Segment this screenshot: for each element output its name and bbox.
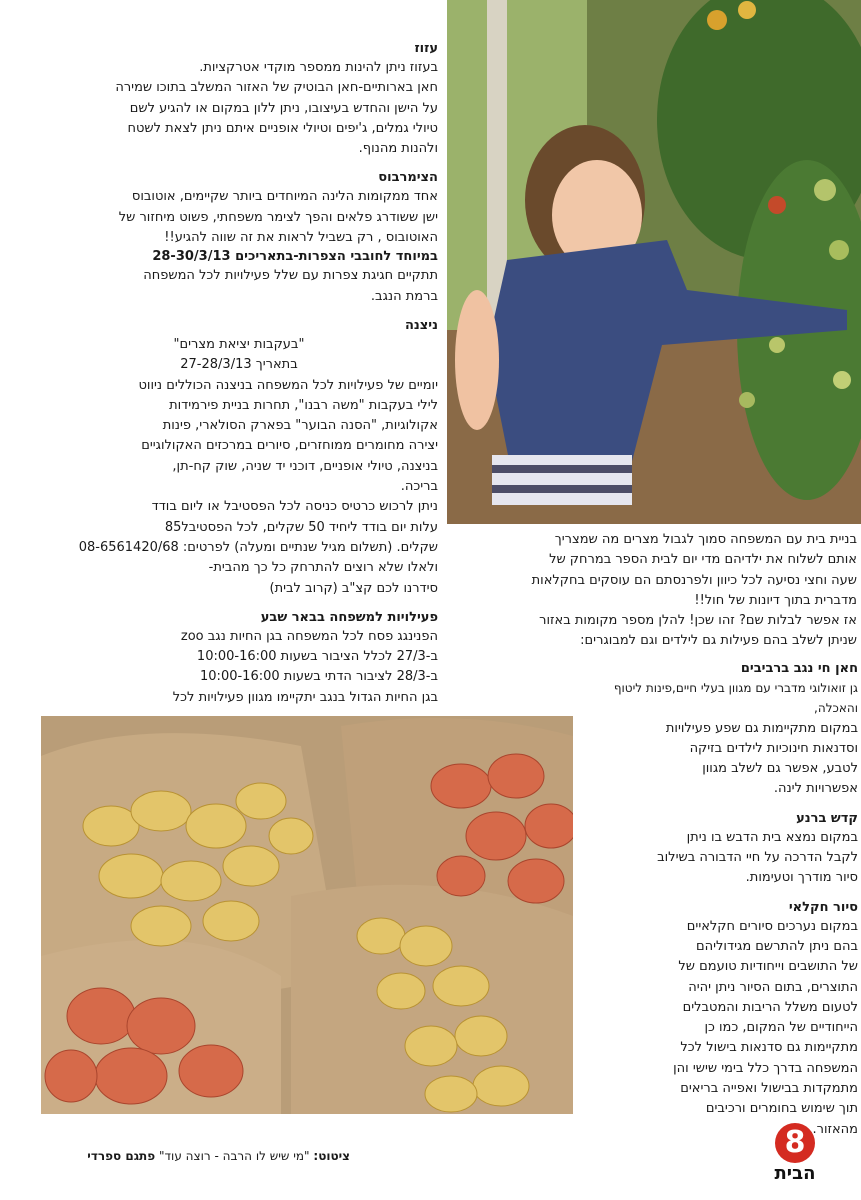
paragraph-line: של התושבים וייחודיות טועמם של (678, 959, 858, 975)
paragraph-line: אפשרויות לינה. (773, 781, 858, 797)
section-heading-beer-sheva: פעילויות למשפחה בבאר שבע (260, 609, 438, 625)
paragraph-line: במקום מתקיימות גם שפע פעילויות (665, 720, 858, 736)
paragraph-line: מדברית בתוך דיונות של חול!! (694, 592, 857, 608)
paragraph-line: ב-28/3 לציבור הדתי בשעות 10:00-16:00 (200, 669, 438, 685)
paragraph-line: תתקיים חגיגת צפרות עם שלל פעילויות לכל המשפחה (143, 268, 438, 284)
paragraph-line: ניתן לרכוש כרטיס כניסה לכל הפסטיבל או ליום בודד (151, 499, 438, 515)
quote-label: ציטוט: (313, 1149, 350, 1163)
event-date: בתאריך 27-28/3/13 (180, 357, 298, 373)
paragraph-line: האוטובוס , רק בשביל לראות את זה שווה להגיע!! (164, 230, 438, 246)
right-text-column (578, 660, 858, 1140)
paragraph-line: יצירה מחומרים ממוחזרים, סיורים במרכזים האקולוגיים (141, 438, 438, 454)
page-number: 8 (775, 1123, 815, 1163)
quote-source: פתגם ספרדי (87, 1149, 156, 1163)
paragraph-line: טיולי גמלים, ג'יפים וטיולי אופניים איתם ניתן לצאת לשטח (127, 120, 438, 136)
section-heading-birdwatching: במיוחד לחובבי הצפרות-בתאריכים 28-30/3/13 (152, 249, 438, 265)
section-heading-agri-tour: סיור חקלאי (788, 899, 858, 915)
paragraph-line: תוך שימוש בחומרים ורכיבים (705, 1101, 858, 1117)
paragraph-line: שעה וחצי נסיעה לכל כיוון ולפרנסתם הם עוסקים בחקלאות (531, 572, 857, 588)
potato-photo (41, 716, 573, 1114)
paragraph-line: אז אפשר לבלות שם? זהו שכן! להלן מספר מקומות באזור (539, 613, 857, 629)
section-heading-azuz: עזוז (414, 41, 438, 56)
paragraph-line: לטעום משלל הריבות והמטבלים (682, 999, 858, 1015)
child-photo (447, 0, 861, 524)
paragraph-line: אחד ממקומות הלינה המיוחדים ביותר שקיימים, אוטובוס (131, 189, 438, 205)
paragraph-line: סידרנו לכם קצ"ב (קרוב לבית) (269, 580, 438, 596)
section-heading-khan-hai-negev: חאן חי נגב ברביבים (740, 661, 858, 676)
paragraph-line: בגן החיות הגדול בנגב יתקיימו מגוון פעילויות לכל (172, 689, 438, 705)
paragraph-line: מהאזור. (812, 1121, 858, 1137)
paragraph-line: ברמת הנגב. (370, 288, 438, 304)
section-heading-kadesh-barnea: קדש ברנע (796, 810, 858, 826)
paragraph-line: מתמקדות בבישול ואפייה בריאים (680, 1081, 858, 1097)
paragraph-line: וסדנאות חינוכיות לילדים בזיקה (689, 740, 858, 756)
logo-text: הבית (774, 1163, 816, 1184)
paragraph-line: ולהנות מהנוף. (358, 141, 438, 157)
paragraph-line: על הישן והחדש בעיצובו, ניתן ללון במקום או להגיע לשם (129, 100, 438, 116)
paragraph-line: בניית בית עם המשפחה סמוך לגבול מצרים מה שמצריך (554, 532, 857, 547)
paragraph-line: סיור מודרך וטעימות. (745, 870, 858, 886)
paragraph-line: בעזוז ניתן להינות ממספר מוקדי אטרקציות. (199, 60, 438, 75)
section-heading-zimerbus: הצימרבוס (378, 170, 438, 186)
paragraph-line: בניצנה, טיולי אופניים, דוכני יד שניה, שוק קח-תן, (172, 458, 438, 474)
paragraph-line: בהם ניתן להתרשם מגידוליהם (696, 938, 858, 954)
paragraph-line: שקלים. (תשלום מגיל שנתיים ומעלה) לפרטים: 08-6561420/68 (78, 539, 438, 555)
quote-text: "מי שיש לו הרבה - רוצה עוד" (158, 1149, 310, 1163)
paragraph-line: שניתן לשלב בהם פעילות גם לילדים וגם למבוגרים: (580, 633, 857, 649)
paragraph-line: אקולוגיות, "הסנה הבוער" בפארק הסולארי, פינות (162, 418, 438, 434)
paragraph-line: לקבל הדרכה על חיי הדבורה בשילוב (657, 850, 858, 866)
section-heading-nitzana: ניצנה (404, 317, 438, 333)
paragraph-line: התוצרים, בתום הסיור ניתן יהיה (688, 979, 858, 995)
page-logo (767, 1123, 823, 1193)
paragraph-line: המשפחה בדרך כלל בימי שישי והן (673, 1060, 858, 1076)
paragraph-line: יומיים של פעילויות לכל המשפחה בניצנה הכוללים ניווט (138, 377, 438, 393)
intro-text-column (447, 530, 857, 652)
left-text-column (40, 40, 438, 708)
paragraph-line: ישן ששודרג פלאים והפך לצימר משפחתי, פשוט מיחזור של (118, 209, 438, 225)
paragraph-line: הפנינגג פסח לכל המשפחה בגן החיות נגב zoo (180, 628, 438, 644)
event-title: "בעקבות יציאת מצרים" (173, 336, 305, 352)
paragraph-line: הייחודיים של המקום, כמו כן (704, 1020, 858, 1036)
paragraph-line: אותם לשלוח את ילדיהם מדי יום לבית הספר במרחק של (549, 552, 857, 568)
paragraph-line: במקום נערכים סיורים חקלאיים (686, 918, 858, 934)
paragraph-line: לילי בעקבות "משה רבנו", תחרות בניית פירמידות (169, 397, 438, 413)
paragraph-line: לטבע, אפשר גם לשלב מגוון (702, 761, 858, 777)
paragraph-line: חאן בארותיים-חאן הבוטיק של האזור המשלב בתוכו שמירה (115, 80, 438, 96)
paragraph-line: בריכה. (400, 479, 438, 495)
paragraph-line: עלות יום בודד ליחיד 50 שקלים, לכל הפסטיבל85 (164, 519, 438, 535)
paragraph-line: מתקיימות גם סדנאות בישול לכל (680, 1040, 858, 1056)
paragraph-line: ב-27/3 לכלל הציבור בשעות 10:00-16:00 (196, 649, 438, 665)
paragraph-line: במקום נמצא בית הדבש בו ניתן (686, 829, 858, 845)
paragraph-line: גן זואולוגי מדברי עם מגוון בעלי חיים,פינות ליטוף והאכלה, (613, 681, 858, 716)
paragraph-line: ולאלו שלא רוצים להתרחק כל כך מהבית- (208, 560, 438, 576)
